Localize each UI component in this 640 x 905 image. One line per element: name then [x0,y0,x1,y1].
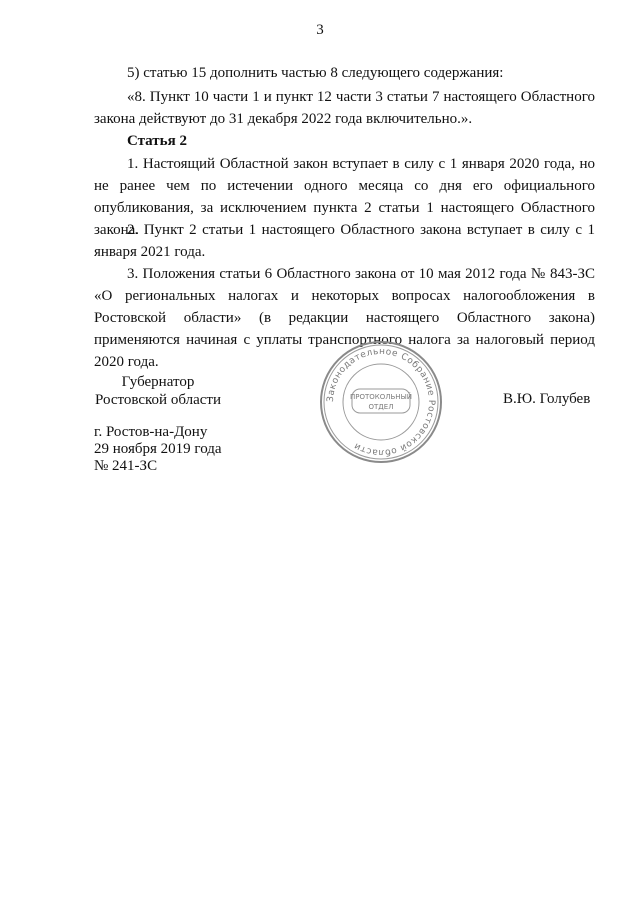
svg-text:Законодательное Собрание Росто: Законодательное Собрание Ростовской области [325,346,437,458]
stamp-seal-icon [318,339,444,465]
official-stamp [318,339,444,465]
article-2-paragraph-1: 1. Настоящий Областной закон вступает в силу с 1 января 2020 года, но не ранее чем по истечении одного месяца со дня его официального опубликования, за исключением пункта 2 статьи 1 настоящего Областного закона. [94,156,595,238]
page-number: 3 [316,22,324,38]
place-and-date [94,424,222,475]
signatory-title [88,373,228,409]
article-2-paragraph-3: 3. Положения статьи 6 Областного закона от 10 мая 2012 года № 843-ЗС «О региональных налогах и некоторых вопросах налогообложения в Ростовской области» (в редакции настоящего Областного закона) применяются начиная с уплаты транспортного налога за налоговый период 2020 года. [94,266,595,370]
signatory-name: В.Ю. Голубев [503,391,591,407]
paragraph-quote: «8. Пункт 10 части 1 и пункт 12 части 3 статьи 7 настоящего Областного закона действуют до 31 декабря 2022 года включительно.». [94,89,595,127]
svg-text:ОТДЕЛ: ОТДЕЛ [368,403,394,411]
article-heading: Статья 2 [127,133,187,149]
svg-text:ПРОТОКОЛЬНЫЙ: ПРОТОКОЛЬНЫЙ [349,393,413,401]
city-line: г. Ростов-на-Дону [94,424,208,440]
date-line: 29 ноября 2019 года [94,441,222,457]
signatory-title-line-2: Ростовской области [95,392,221,408]
signatory-title-line-1: Губернатор [121,374,195,390]
law-number-line: № 241-ЗС [94,458,158,474]
paragraph-item-5: 5) статью 15 дополнить частью 8 следующего содержания: [127,65,504,81]
article-2-paragraph-2: 2. Пункт 2 статьи 1 настоящего Областного закона вступает в силу с 1 января 2021 года. [94,222,595,260]
